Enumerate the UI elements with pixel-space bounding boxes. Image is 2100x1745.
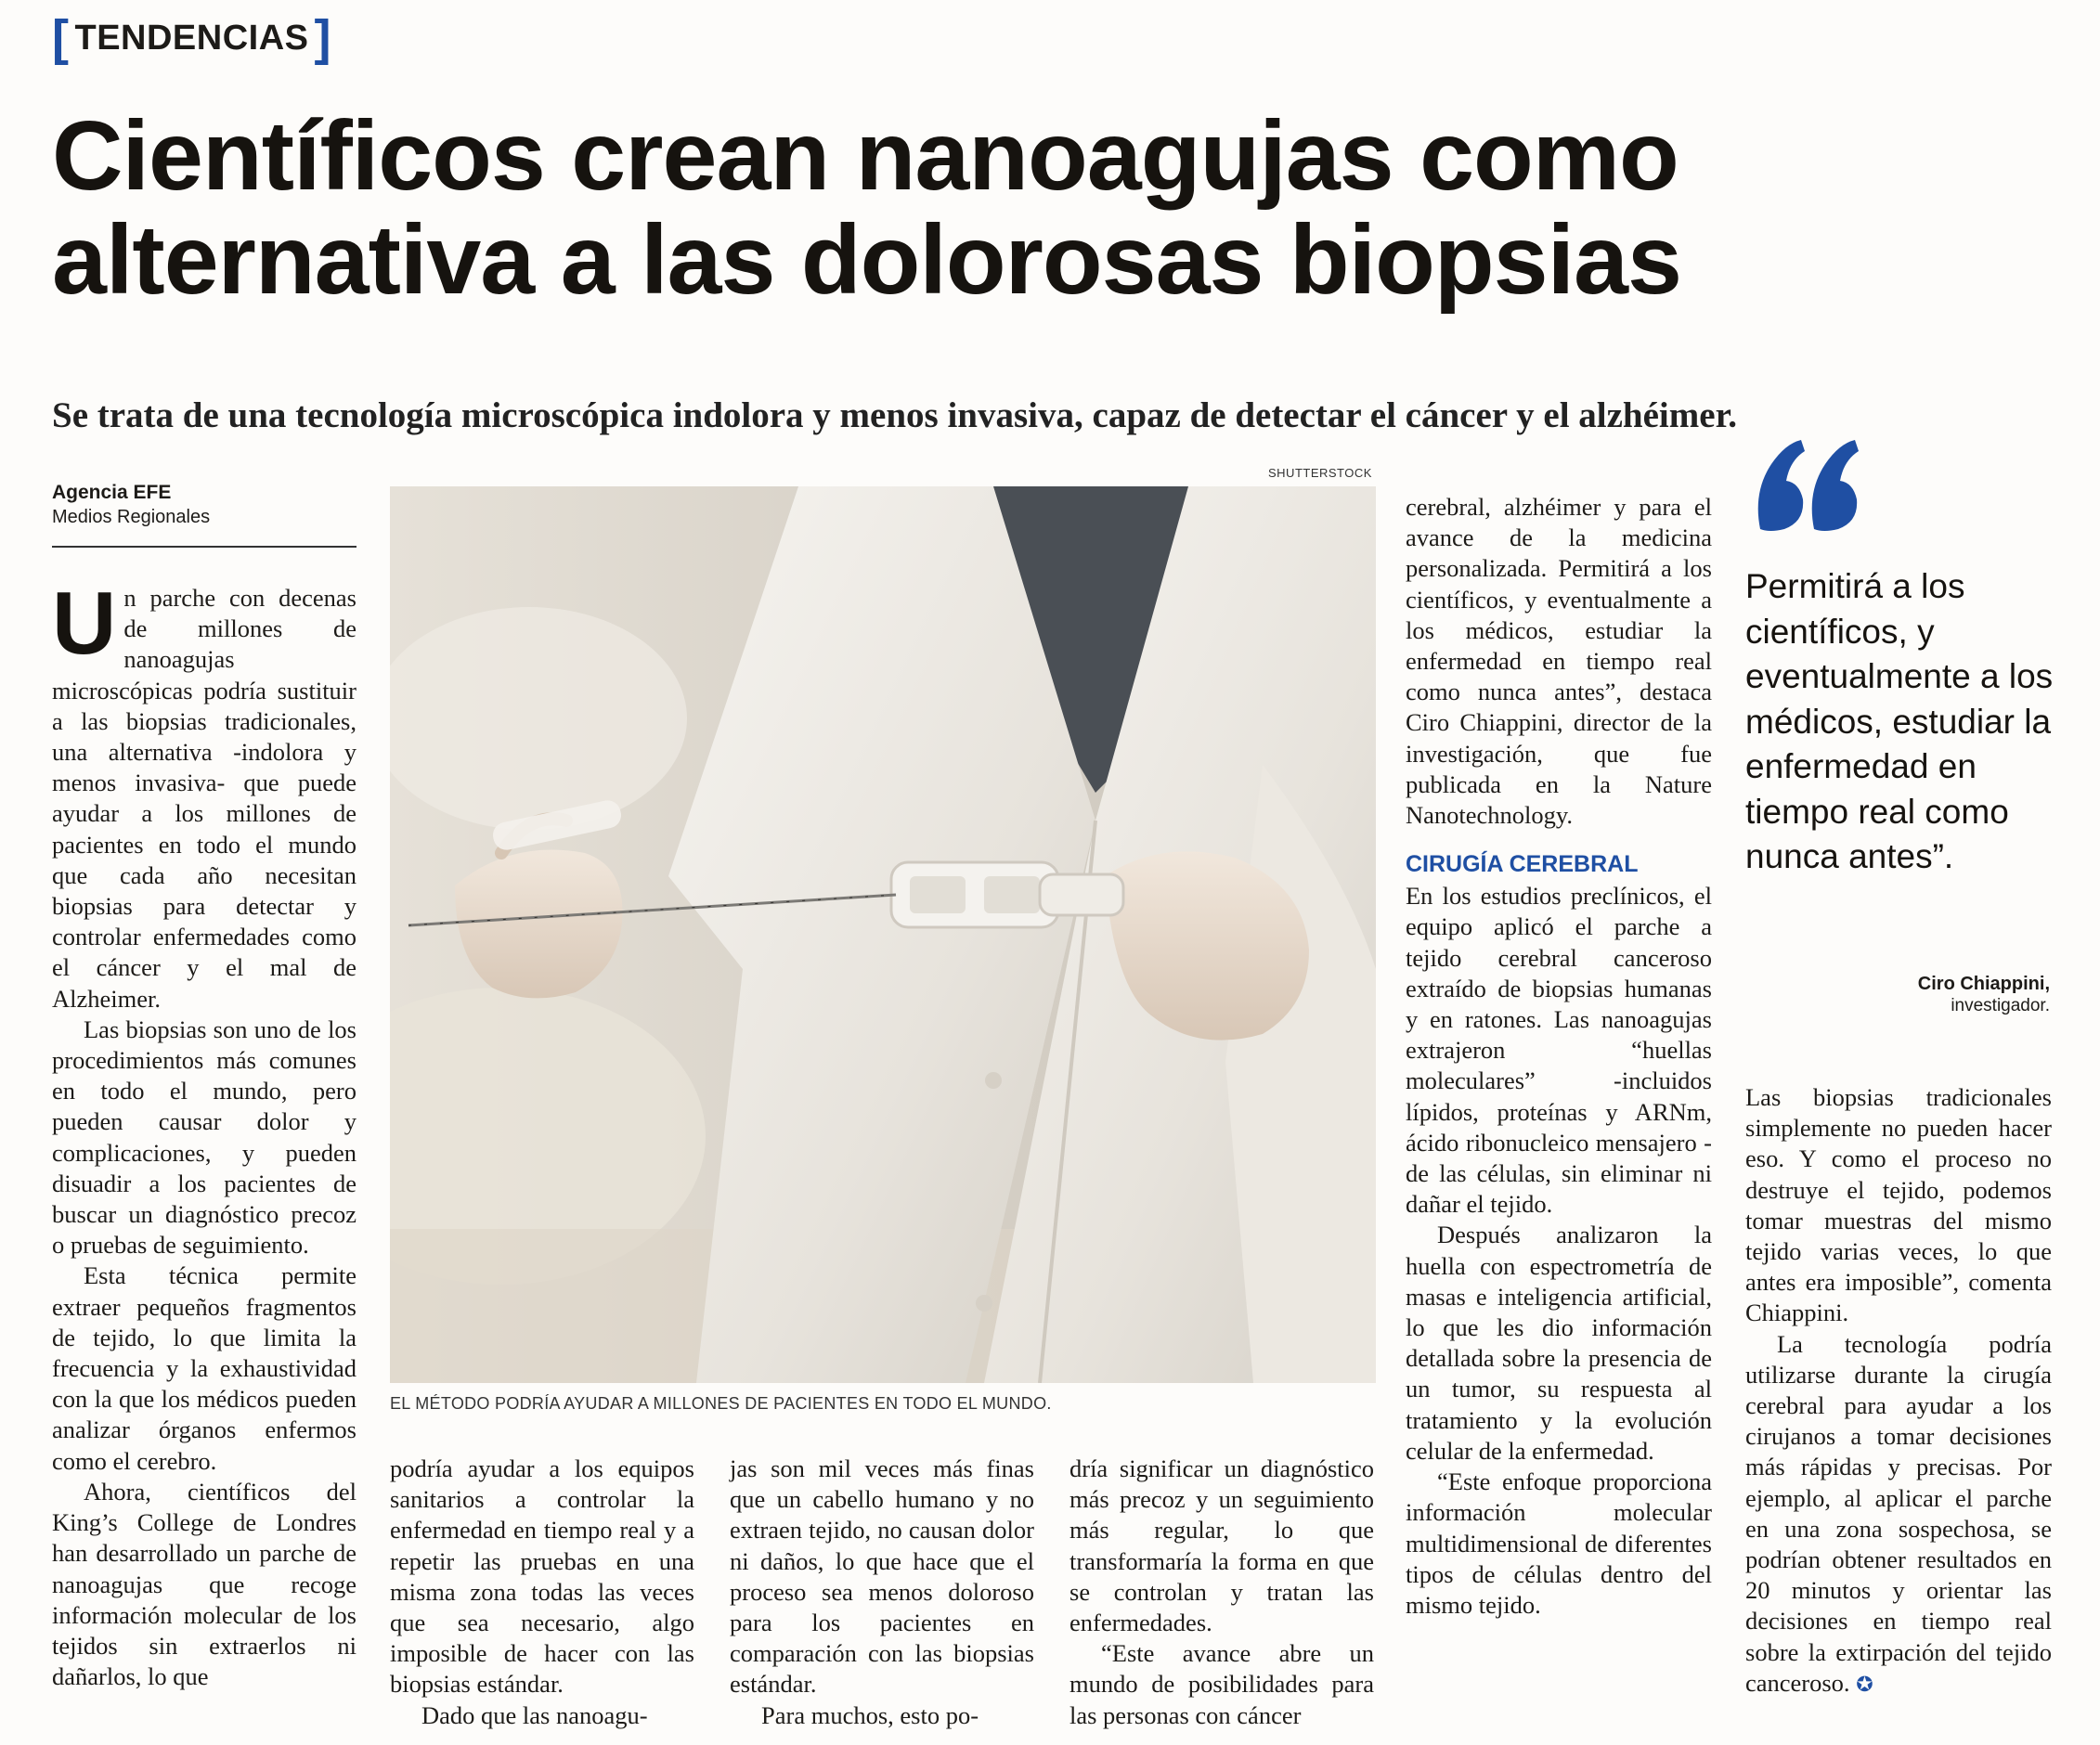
subhead: CIRUGÍA CEREBRAL — [1406, 851, 1639, 878]
bracket-close-icon: ] — [314, 10, 331, 66]
section-tag — [52, 10, 331, 66]
article-column-5 — [1406, 492, 1712, 1621]
article-paragraph: En los estudios preclínicos, el equipo aplicó el parche a tejido cerebral canceroso extraído de biopsias humanas y en ratones. Las nanoagujas extrajeron “huellas moleculares” -incluidos lípidos, proteínas y ARNm, ácido ribonucleico mensajero - de las células, sin eliminar ni dañar el tejido. — [1406, 882, 1712, 1219]
article-column-6 — [1745, 1082, 2052, 1700]
photo-caption: EL MÉTODO PODRÍA AYUDAR A MILLONES DE PACIENTES EN TODO EL MUNDO. — [390, 1394, 1052, 1413]
byline-agency: Agencia EFE — [52, 482, 172, 503]
pull-quote: Permitirá a los científicos, y eventualmente a los médicos, estudiar la enfermedad en tiempo real como nunca antes”. — [1745, 567, 2054, 875]
headline — [52, 101, 2057, 315]
bracket-open-icon: [ — [52, 10, 70, 66]
article-paragraph: Las biopsias son uno de los procedimientos más comunes en todo el mundo, pero pueden causar dolor y complicaciones, y pueden disuadir a los pacientes de buscar un diagnóstico precoz o pruebas de seguimiento. — [52, 1015, 356, 1260]
pull-quote-name: Ciro Chiappini, — [1917, 974, 2050, 994]
headline-line-1: Científicos crean nanoagujas como — [52, 101, 1679, 211]
article-paragraph — [52, 574, 356, 1015]
article-column-4 — [1069, 1454, 1374, 1731]
article-column-2 — [390, 1454, 694, 1731]
article-paragraph: podría ayudar a los equipos sanitarios a controlar la enfermedad en tiempo real y a repetir las pruebas en una misma zona todas las veces que sea necesario, algo imposible de hacer con las biopsias estándar. — [390, 1454, 694, 1699]
lead-text: n parche con decenas de millones de nanoagujas microscópicas podría sustituir a las biopsias tradicionales, una alternativa -indolora y menos invasiva- que puede ayudar a los millones de pacientes en todo el mundo que cada año necesitan biopsias para detectar y controlar enfermedades como el cáncer y el mal de Alzheimer. — [52, 584, 356, 1013]
dek: Se trata de una tecnología microscópica indolora y menos invasiva, capaz de detectar el cáncer y el alzhéimer. — [52, 395, 1738, 435]
article-paragraph: cerebral, alzhéimer y para el avance de la medicina personalizada. Permitirá a los científicos, y eventualmente a los médicos, estudiar la enfermedad en tiempo real como nunca antes”, destaca Ciro Chiappini, director de la investigación, que fue publicada en la Nature Nanotechnology. — [1406, 493, 1712, 830]
pull-quote-role: investigador. — [1951, 996, 2050, 1015]
article-paragraph: “Este avance abre un mundo de posibilidades para las personas con cáncer — [1069, 1639, 1374, 1729]
article-paragraph: Después analizaron la huella con espectrometría de masas e inteligencia artificial, lo que les dio información detallada sobre la presencia de un tumor, su respuesta al tratamiento y la evolución celular de la enfermedad. — [1406, 1221, 1712, 1465]
quote-mark-icon — [1753, 436, 1864, 538]
section-label: TENDENCIAS — [74, 18, 309, 58]
byline — [52, 481, 356, 529]
photo-credit: SHUTTERSTOCK — [1268, 466, 1372, 480]
article-paragraph: Esta técnica permite extraer pequeños fragmentos de tejido, lo que limita la frecuencia y la exhaustividad con la que los médicos pueden analizar órganos enfermos como el cerebro. — [52, 1261, 356, 1475]
closing-text: La tecnología podría utilizarse durante la cirugía cerebral para ayudar a los cirujanos a tomar decisiones más rápidas y precisas. Por ejemplo, al aplicar el parche en una zona sospechosa, se podrían obtener resultados en 20 minutos y orientar las decisiones en tiempo real sobre la extirpación del tejido canceroso. — [1745, 1329, 2052, 1697]
photo-illustration — [390, 486, 1376, 1383]
article-paragraph: jas son mil veces más finas que un cabello humano y no extraen tejido, no causan dolor ni daños, lo que hace que el proceso sea menos doloroso para los pacientes en comparación con las biopsias estándar. — [730, 1454, 1034, 1699]
headline-line-2: alternativa a las dolorosas biopsias — [52, 205, 1681, 315]
article-paragraph: Para muchos, esto po- — [761, 1700, 979, 1729]
article-paragraph: Las biopsias tradicionales simplemente no pueden hacer eso. Y como el proceso no destruye el tejido, podemos tomar muestras del mismo tejido varias veces, lo que antes era imposible”, comenta Chiappini. — [1745, 1083, 2052, 1327]
article-column-3 — [730, 1454, 1034, 1731]
article-paragraph: “Este enfoque proporciona información molecular multidimensional de diferentes tipos de células dentro del mismo tejido. — [1406, 1467, 1712, 1619]
article-column-1 — [52, 574, 356, 1692]
byline-medium: Medios Regionales — [52, 507, 211, 527]
article-paragraph: Ahora, científicos del King’s College de Londres han desarrollado un parche de nanoagujas que recoge información molecular de los tejidos sin extraerlos ni dañarlos, lo que — [52, 1477, 356, 1691]
drop-cap: U — [52, 574, 117, 673]
article-paragraph: dría significar un diagnóstico más precoz y un seguimiento más regular, lo que transformaría la forma en que se controlan y tratan las enfermedades. — [1069, 1454, 1374, 1637]
end-of-article-star-icon: ✪ — [1856, 1673, 1873, 1697]
byline-divider — [52, 546, 356, 548]
article-photo — [390, 486, 1376, 1383]
pull-quote-attribution — [1745, 973, 2050, 1017]
article-paragraph — [1745, 1329, 2052, 1700]
article-paragraph: Dado que las nanoagu- — [421, 1700, 648, 1729]
